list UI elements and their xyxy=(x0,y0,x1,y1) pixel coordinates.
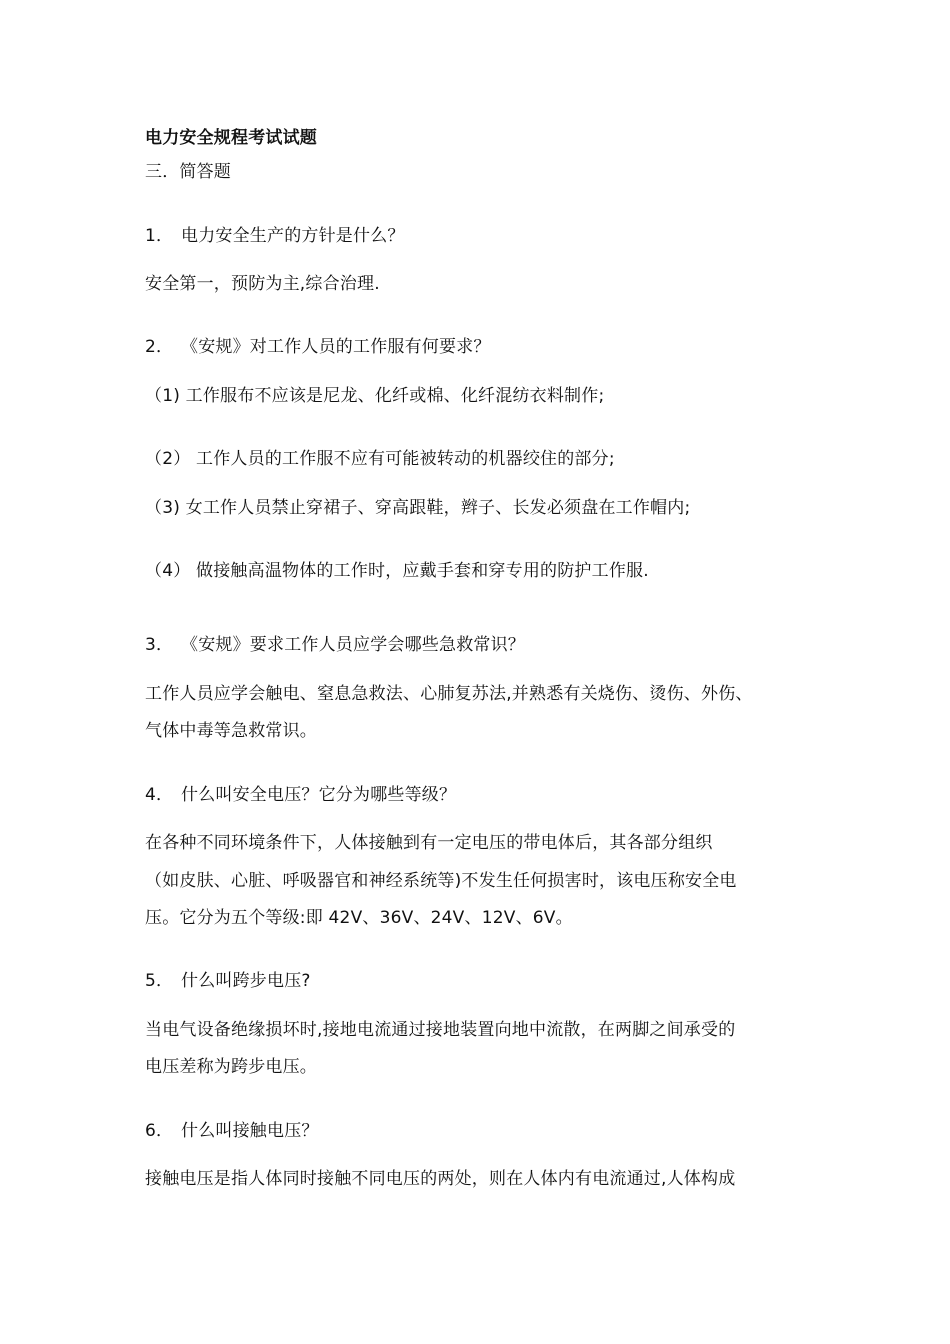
question-5 xyxy=(145,969,825,993)
question-text: 什么叫跨步电压? xyxy=(181,971,311,991)
section-heading: 三．简答题 xyxy=(145,162,231,182)
answer-2-item-2: （2） 工作人员的工作服不应有可能被转动的机器绞住的部分; xyxy=(145,449,615,469)
answer-2-item-1: （1) 工作服布不应该是尼龙、化纤或棉、化纤混纺衣料制作; xyxy=(145,386,605,406)
question-6 xyxy=(145,1119,825,1143)
answer-5-line-2: 电压差称为跨步电压。 xyxy=(145,1057,317,1077)
answer-2-item-3: （3) 女工作人员禁止穿裙子、穿高跟鞋，辫子、长发必须盘在工作帽内; xyxy=(145,498,691,518)
answer-4-line-3: 压。它分为五个等级:即 42V、36V、24V、12V、6V。 xyxy=(145,908,573,928)
question-4 xyxy=(145,783,825,807)
question-number: 2． xyxy=(145,337,174,357)
answer-3-line-1: 工作人员应学会触电、窒息急救法、心肺复苏法,并熟悉有关烧伤、烫伤、外伤、 xyxy=(145,684,753,704)
question-number: 3． xyxy=(145,635,174,655)
question-text: 什么叫安全电压？它分为哪些等级？ xyxy=(181,785,457,805)
question-number: 6． xyxy=(145,1121,174,1141)
answer-4-line-2: （如皮肤、心脏、呼吸器官和神经系统等)不发生任何损害时，该电压称安全电 xyxy=(145,871,737,891)
answer-1: 安全第一，预防为主,综合治理. xyxy=(145,274,380,294)
document-title: 电力安全规程考试试题 xyxy=(145,128,317,148)
answer-5-line-1: 当电气设备绝缘损坏时,接地电流通过接地装置向地中流散，在两脚之间承受的 xyxy=(145,1020,736,1040)
question-text: 《安规》对工作人员的工作服有何要求？ xyxy=(181,337,491,357)
answer-3-line-2: 气体中毒等急救常识。 xyxy=(145,721,317,741)
question-3 xyxy=(145,633,825,657)
question-1 xyxy=(145,224,825,248)
question-2 xyxy=(145,335,825,359)
question-number: 1． xyxy=(145,226,174,246)
question-text: 电力安全生产的方针是什么？ xyxy=(181,226,405,246)
question-text: 《安规》要求工作人员应学会哪些急救常识？ xyxy=(181,635,525,655)
question-number: 4． xyxy=(145,785,174,805)
answer-2-item-4: （4） 做接触高温物体的工作时，应戴手套和穿专用的防护工作服. xyxy=(145,561,649,581)
answer-6-line-1: 接触电压是指人体同时接触不同电压的两处，则在人体内有电流通过,人体构成 xyxy=(145,1169,736,1189)
answer-4-line-1: 在各种不同环境条件下，人体接触到有一定电压的带电体后，其各部分组织 xyxy=(145,833,713,853)
question-text: 什么叫接触电压？ xyxy=(181,1121,319,1141)
question-number: 5． xyxy=(145,971,174,991)
